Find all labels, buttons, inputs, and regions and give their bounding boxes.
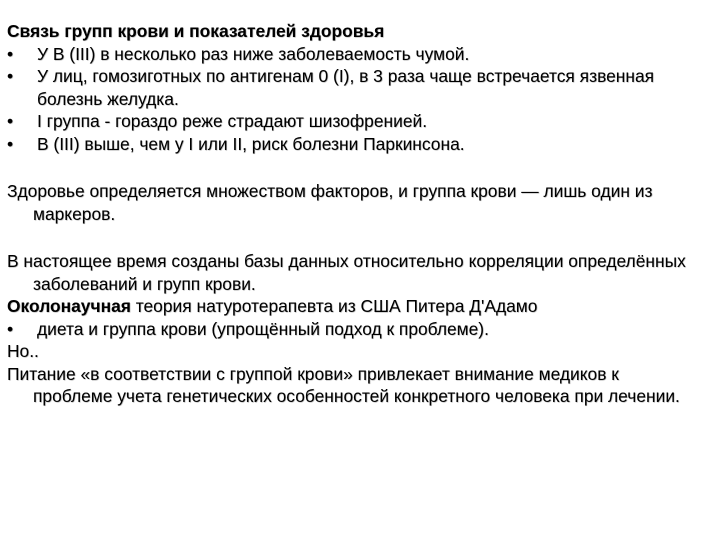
bullet-text: I группа - гораздо реже страдают шизофренией. xyxy=(37,111,428,131)
spacer xyxy=(7,225,690,250)
paragraph-dadamo-theory xyxy=(7,295,690,318)
bullet-dot: • xyxy=(7,318,14,339)
bullet-text: У лиц, гомозиготных по антигенам 0 (I), в 3 раза чаще встречается язвенная болезнь желудка. xyxy=(37,66,655,109)
list-item xyxy=(7,43,690,66)
list-item xyxy=(7,65,690,110)
slide-title: Связь групп крови и показателей здоровья xyxy=(7,21,385,41)
bullet-dot: • xyxy=(7,43,14,64)
paragraph-databases: В настоящее время созданы базы данных относительно корреляции определённых заболеваний и групп крови. xyxy=(7,251,686,294)
list-item xyxy=(7,133,690,156)
list-item-diet xyxy=(7,318,690,341)
bullet-dot: • xyxy=(7,133,14,154)
bullet-dot: • xyxy=(7,111,14,131)
pseudoscientific-label: Околонаучная xyxy=(7,296,131,316)
paragraph-but: Но.. xyxy=(7,341,39,361)
spacer xyxy=(7,155,690,180)
bullet-dot: • xyxy=(7,66,14,86)
bullet-text: У В (III) в несколько раз ниже заболеваемость чумой. xyxy=(37,43,470,64)
bullet-text: В (III) выше, чем у I или II, риск болезни Паркинсона. xyxy=(37,133,465,154)
list-item xyxy=(7,110,690,133)
paragraph-nutrition: Питание «в соответствии с группой крови» привлекает внимание медиков к проблеме учета генетических особенностей конкретного человека при лечении. xyxy=(7,363,680,406)
bullet-text: диета и группа крови (упрощённый подход к проблеме). xyxy=(37,318,489,339)
paragraph-health-factors: Здоровье определяется множеством факторов, и группа крови — лишь один из маркеров. xyxy=(7,181,653,224)
health-bullet-list xyxy=(7,43,690,156)
theory-text: теория натуротерапевта из США Питера Д'Адамо xyxy=(130,296,538,316)
